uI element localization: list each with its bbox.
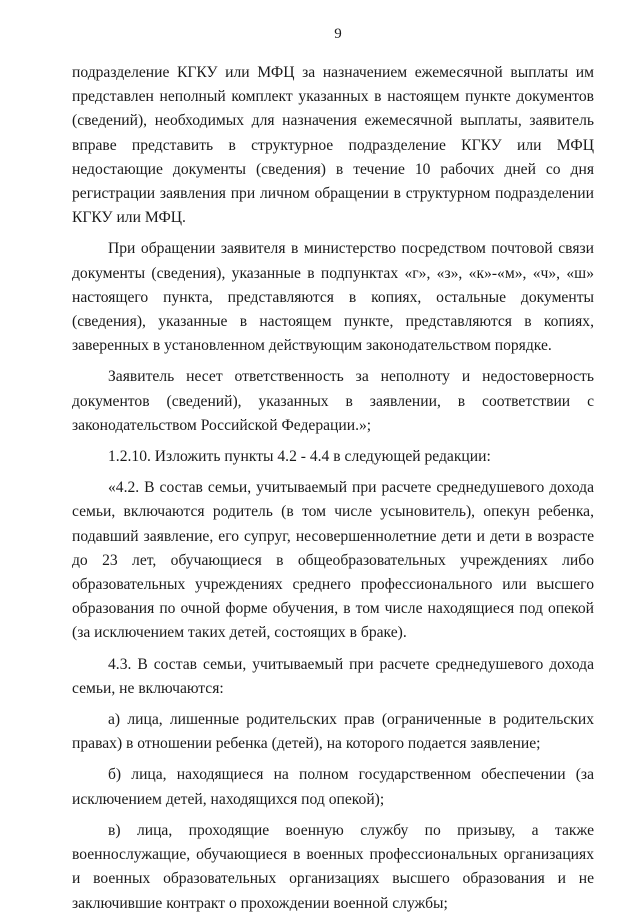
paragraph-clause-4-2: «4.2. В состав семьи, учитываемый при расчете среднедушевого дохода семьи, включаются родитель (в том числе усыновитель), опекун ребенка, подавший заявление, его супруг, несовершеннолетние дети и дети в возрасте до 23 лет, обучающиеся в общеобразовательных учреждениях либо образовательных учреждениях среднего профессионального или высшего образования по очной форме обучения, в том числе находящиеся под опекой (за исключением таких детей, состоящих в браке). [72, 479, 594, 642]
paragraph-amendment-1-2-10: 1.2.10. Изложить пункты 4.2 - 4.4 в следующей редакции: [108, 448, 491, 466]
list-item-a: а) лица, лишенные родительских прав (ограниченные в родительских правах) в отношении ребенка (детей), на которого подается заявление; [72, 711, 594, 753]
paragraph-postal-submission: При обращении заявителя в министерство посредством почтовой связи документы (сведения), указанные в подпунктах «г», «з», «к»-«м», «ч», «ш» настоящего пункта, представляются в копиях, остальные документы (сведения), указанные в настоящем пункте, представляются в копиях, заверенных в установленном действующим законодательством порядке. [72, 240, 594, 355]
paragraph-applicant-responsibility: Заявитель несет ответственность за неполноту и недостоверность документов (сведений), указанных в заявлении, в соответствии с законодательством Российской Федерации.»; [72, 368, 594, 434]
paragraph-clause-4-3: 4.3. В состав семьи, учитываемый при расчете среднедушевого дохода семьи, не включаются: [72, 655, 594, 697]
page-number: 9 [334, 26, 342, 42]
list-item-b: б) лица, находящиеся на полном государственном обеспечении (за исключением детей, находящихся под опекой); [72, 766, 594, 808]
document-body [72, 61, 594, 916]
list-item-v: в) лица, проходящие военную службу по призыву, а также военнослужащие, обучающиеся в военных профессиональных организациях и военных образовательных организациях высшего образования и не заключившие контракт о прохождении военной службы; [72, 821, 594, 912]
paragraph-continued: подразделение КГКУ или МФЦ за назначением ежемесячной выплаты им представлен неполный комплект указанных в настоящем пункте документов (сведений), необходимых для назначения ежемесячной выплаты, заявитель вправе представить в структурное подразделение КГКУ или МФЦ недостающие документы (сведения) в течение 10 рабочих дней со дня регистрации заявления при личном обращении в структурном подразделении КГКУ или МФЦ. [72, 64, 594, 227]
